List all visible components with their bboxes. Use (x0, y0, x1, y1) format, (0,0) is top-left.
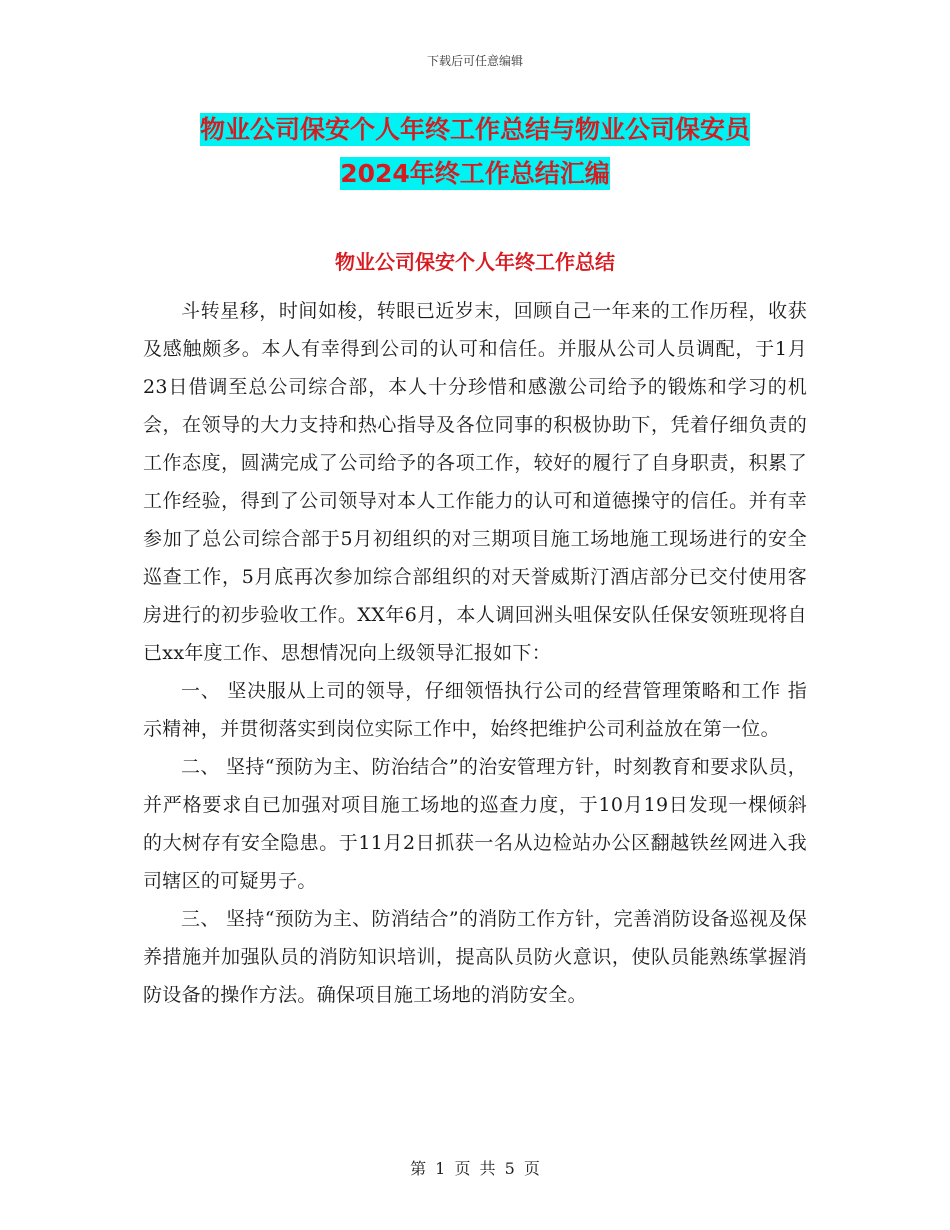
paragraph-item-2: 二、 坚持“预防为主、防治结合”的治安管理方针，时刻教育和要求队员，并严格要求自已加强对项目施工场地的巡查力度，于10月19日发现一棵倾斜的大树存有安全隐患。于11月2日抓获一名从边检站办公区翻越铁丝网进入我司辖区的可疑男子。 (143, 756, 807, 892)
page-header-note: 下载后可任意编辑 (426, 54, 523, 68)
page-number-footer: 第 1 页 共 5 页 (410, 1159, 540, 1178)
paragraph-item-1: 一、 坚决服从上司的领导，仔细领悟执行公司的经营管理策略和工作 指示精神，并贯彻落实到岗位实际工作中，始终把维护公司利益放在第一位。 (143, 680, 807, 740)
document-title (0, 108, 950, 196)
title-line-2-text: 2024年终工作总结汇编 (340, 159, 610, 188)
paragraph-item-3: 三、 坚持“预防为主、防消结合”的消防工作方针，完善消防设备巡视及保养措施并加强队员的消防知识培训，提高队员防火意识，使队员能熟练掌握消防设备的操作方法。确保项目施工场地的消防安全。 (143, 908, 807, 1006)
section-title: 物业公司保安个人年终工作总结 (335, 250, 615, 274)
document-title-line-2 (0, 152, 950, 196)
paragraph-intro: 斗转星移，时间如梭，转眼已近岁末，回顾自己一年来的工作历程，收获及感触颇多。本人有幸得到公司的认可和信任。并服从公司人员调配，于1月23日借调至总公司综合部，本人十分珍惜和感激公司给予的锻炼和学习的机会，在领导的大力支持和热心指导及各位同事的积极协助下，凭着仔细负责的工作态度，圆满完成了公司给予的各项工作，较好的履行了自身职责，积累了工作经验，得到了公司领导对本人工作能力的认可和道德操守的信任。并有幸参加了总公司综合部于5月初组织的对三期项目施工场地施工现场进行的安全巡查工作，5月底再次参加综合部组织的对天誉威斯汀酒店部分已交付使用客房进行的初步验收工作。XX年6月，本人调回洲头咀保安队任保安领班现将自已xx年度工作、思想情况向上级领导汇报如下： (143, 300, 807, 664)
title-line-1-text: 物业公司保安个人年终工作总结与物业公司保安员 (199, 115, 750, 144)
document-title-line-1 (0, 108, 950, 152)
document-body (143, 292, 807, 1014)
